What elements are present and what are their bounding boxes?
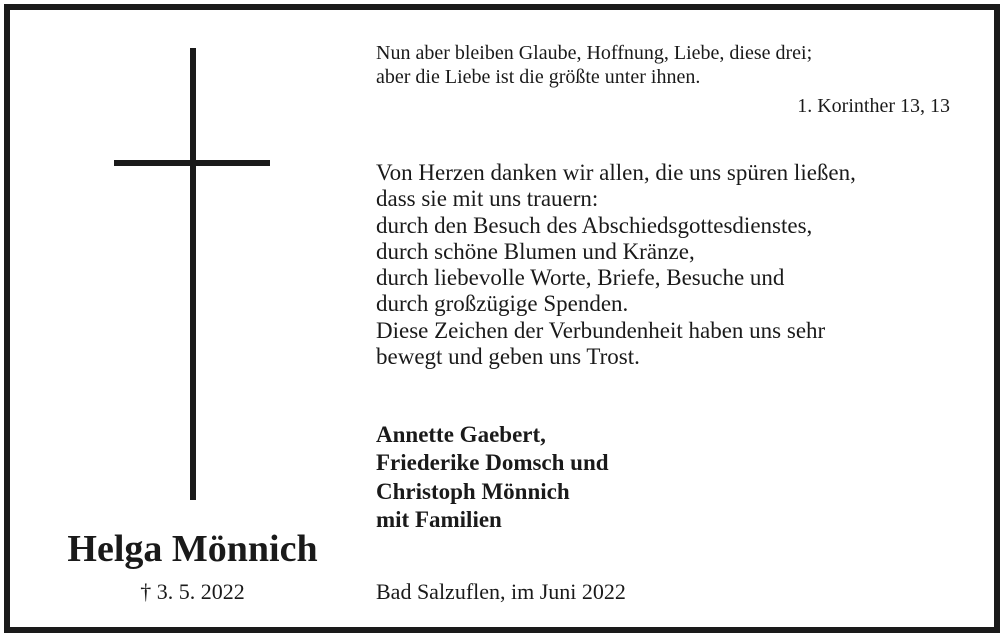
cross-icon bbox=[190, 48, 196, 500]
thanks-line: durch den Besuch des Abschiedsgottesdienstes, bbox=[376, 212, 813, 238]
thanks-line: dass sie mit uns trauern: bbox=[376, 186, 599, 212]
thanks-line: bewegt und geben uns Trost. bbox=[376, 344, 640, 370]
thanks-line: durch liebevolle Worte, Briefe, Besuche und bbox=[376, 265, 785, 291]
verse-line: Nun aber bleiben Glaube, Hoffnung, Liebe, diese drei; bbox=[376, 42, 813, 64]
verse-line: aber die Liebe ist die größte unter ihnen. bbox=[376, 66, 701, 88]
notice-frame bbox=[4, 4, 1000, 633]
thanks-line: durch großzügige Spenden. bbox=[376, 291, 629, 317]
signer-line: Annette Gaebert, bbox=[376, 422, 546, 447]
thanks-line: Diese Zeichen der Verbundenheit haben uns sehr bbox=[376, 317, 826, 343]
death-date: † 3. 5. 2022 bbox=[140, 579, 245, 604]
thanks-line: Von Herzen danken wir allen, die uns spüren ließen, bbox=[376, 160, 856, 185]
thank-you-text bbox=[376, 160, 856, 370]
place-and-date: Bad Salzuflen, im Juni 2022 bbox=[376, 579, 626, 604]
cross-icon-crossbar bbox=[114, 160, 270, 166]
signers bbox=[376, 421, 609, 534]
signer-line: Friederike Domsch und bbox=[376, 450, 609, 476]
deceased-name: Helga Mönnich bbox=[67, 528, 318, 570]
signer-line: mit Familien bbox=[376, 506, 502, 532]
verse-reference: 1. Korinther 13, 13 bbox=[797, 95, 950, 117]
bible-verse bbox=[376, 41, 812, 89]
thanks-line: durch schöne Blumen und Kränze, bbox=[376, 238, 695, 264]
signer-line: Christoph Mönnich bbox=[376, 478, 570, 504]
